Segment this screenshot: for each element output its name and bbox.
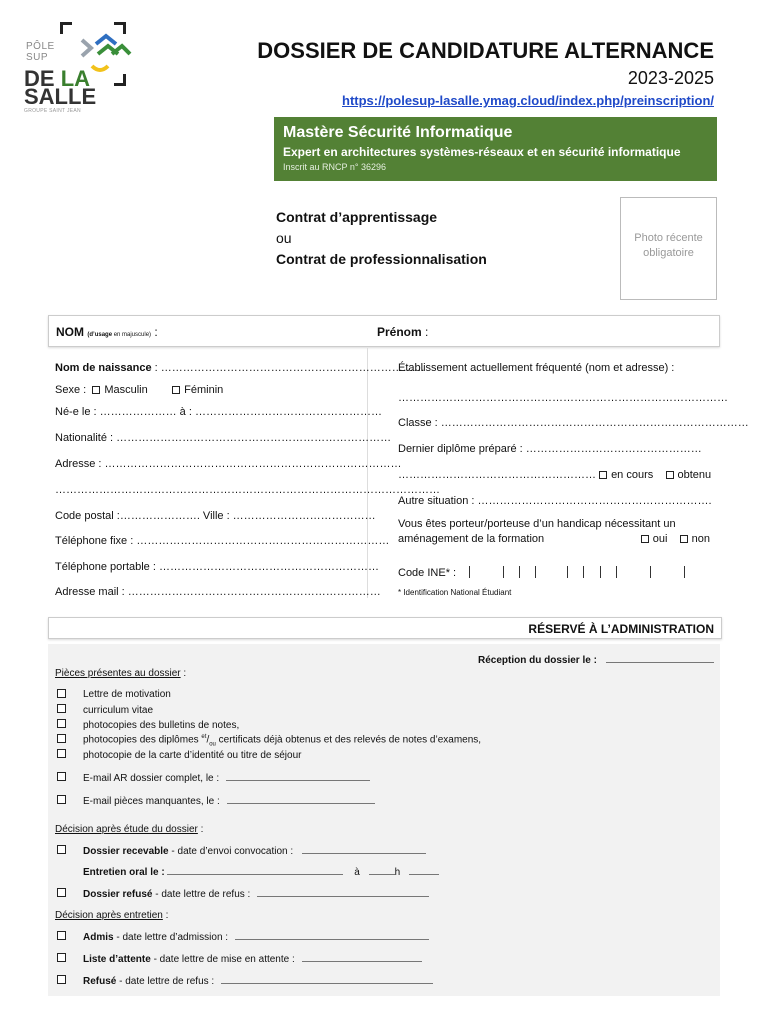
etablissement-field[interactable]: ……………………………………………………………………………… bbox=[398, 392, 728, 404]
etablissement-label: Établissement actuellement fréquenté (nom et adresse) : bbox=[398, 362, 675, 374]
pieces-title-text: Pièces présentes au dossier bbox=[55, 668, 181, 679]
decision1-title-colon: : bbox=[197, 824, 204, 835]
ine-separator bbox=[469, 566, 470, 578]
logo-text-salle: SALLE bbox=[24, 84, 97, 109]
attente-checkbox[interactable] bbox=[57, 953, 66, 962]
ine-separator bbox=[519, 566, 520, 578]
email-missing-label: E-mail pièces manquantes, le : bbox=[83, 796, 220, 807]
entretien-label: Entretien oral le : bbox=[83, 867, 165, 878]
photo-placeholder[interactable] bbox=[620, 197, 717, 300]
nom-colon: : bbox=[151, 325, 158, 339]
program-name: Mastère Sécurité Informatique bbox=[283, 124, 513, 141]
refuse-checkbox[interactable] bbox=[57, 888, 66, 897]
ine-separator bbox=[535, 566, 536, 578]
admis-checkbox[interactable] bbox=[57, 931, 66, 940]
reception-line bbox=[606, 655, 714, 663]
admin-section-title: RÉSERVÉ À L’ADMINISTRATION bbox=[528, 622, 714, 636]
name-row bbox=[48, 315, 720, 347]
ine-separator bbox=[567, 566, 568, 578]
page-title: DOSSIER DE CANDIDATURE ALTERNANCE bbox=[257, 38, 714, 63]
non-label: non bbox=[691, 533, 710, 545]
ine-label: Code INE* : bbox=[398, 567, 457, 579]
decision1-title bbox=[55, 824, 203, 835]
entretien-min-line bbox=[409, 867, 439, 875]
logo-text-pole: PÔLE bbox=[26, 41, 55, 52]
program-rncp: Inscrit au RNCP n° 36296 bbox=[283, 162, 386, 172]
admin-section-header bbox=[48, 617, 722, 639]
refus2-bold: Refusé bbox=[83, 976, 117, 987]
piece4-part-c: certificats déjà obtenus et des relevés de notes d’examens, bbox=[215, 734, 482, 746]
piece-label-1: Lettre de motivation bbox=[83, 689, 171, 700]
logo-text-sup: SUP bbox=[26, 52, 49, 63]
refuse-line bbox=[257, 889, 429, 897]
feminin-label: Féminin bbox=[184, 384, 224, 396]
school-info-column bbox=[392, 348, 749, 598]
prenom-colon: : bbox=[421, 325, 429, 339]
decision1-title-text: Décision après étude du dossier bbox=[55, 824, 198, 835]
piece-checkbox-1[interactable] bbox=[57, 689, 66, 698]
reception-label: Réception du dossier le : bbox=[478, 655, 597, 666]
mobile-field[interactable]: Téléphone portable : …………………………………………………… bbox=[55, 561, 379, 573]
email-ar-label: E-mail AR dossier complet, le : bbox=[83, 773, 220, 784]
logo-text-de: DE bbox=[24, 66, 61, 91]
piece-checkbox-5[interactable] bbox=[57, 749, 66, 758]
logo-text-la: LA bbox=[60, 66, 91, 91]
ine-separator bbox=[650, 566, 651, 578]
feminin-checkbox[interactable] bbox=[172, 386, 180, 394]
contract-option-apprentissage: Contrat d’apprentissage bbox=[276, 209, 438, 225]
nom-field[interactable] bbox=[56, 325, 158, 339]
recevable-line bbox=[302, 846, 426, 854]
admis-rest: - date lettre d’admission : bbox=[113, 932, 229, 943]
refus2-field[interactable] bbox=[83, 976, 433, 987]
piece-checkbox-4[interactable] bbox=[57, 734, 66, 743]
ine-footnote: * Identification National Étudiant bbox=[398, 588, 512, 597]
handicap-label: Vous êtes porteur/porteuse d’un handicap nécessitant un aménagement de la formation bbox=[398, 518, 676, 545]
decision2-title bbox=[55, 910, 168, 921]
ine-separator bbox=[616, 566, 617, 578]
attente-rest: - date lettre de mise en attente : bbox=[150, 954, 295, 965]
address-field[interactable]: Adresse : ……………………………………………………………………… bbox=[55, 458, 402, 470]
contract-type bbox=[276, 207, 487, 270]
oui-checkbox[interactable] bbox=[641, 535, 649, 543]
refuse-rest: - date lettre de refus : bbox=[152, 889, 251, 900]
piece-checkbox-2[interactable] bbox=[57, 704, 66, 713]
birth-name-field[interactable] bbox=[55, 362, 425, 374]
decision2-title-text: Décision après entretien bbox=[55, 910, 163, 921]
piece4-part-a: photocopies des diplômes bbox=[83, 734, 202, 746]
diploma-status-field bbox=[398, 469, 711, 481]
postal-city-field[interactable]: Code postal :…………………. Ville : ………………………………… bbox=[55, 510, 376, 522]
entretien-date-line bbox=[167, 867, 343, 875]
email-missing-checkbox[interactable] bbox=[57, 795, 66, 804]
photo-label-1: Photo récente bbox=[634, 232, 703, 244]
en-cours-label: en cours bbox=[611, 469, 654, 481]
nom-hint-c: en majuscule) bbox=[112, 332, 152, 338]
logo-tagline: GROUPE SAINT JEAN bbox=[24, 108, 81, 114]
ine-separator bbox=[503, 566, 504, 578]
entretien-h: h bbox=[394, 867, 401, 878]
photo-label-2: obligatoire bbox=[643, 247, 694, 259]
pieces-title-colon: : bbox=[180, 668, 187, 679]
nationality-field[interactable]: Nationalité : ………………………………………………………………… bbox=[55, 432, 392, 444]
non-checkbox[interactable] bbox=[680, 535, 688, 543]
prenom-field[interactable] bbox=[377, 325, 428, 339]
other-situation-field[interactable]: Autre situation : ………………………………………………………. bbox=[398, 495, 712, 507]
ine-separator bbox=[583, 566, 584, 578]
nom-hint bbox=[87, 332, 151, 338]
refus2-rest: - date lettre de refus : bbox=[116, 976, 215, 987]
handicap-question bbox=[398, 517, 714, 547]
classe-field[interactable]: Classe : ………………………………………………………………………… bbox=[398, 417, 749, 429]
preinscription-link[interactable]: https://polesup-lasalle.ymag.cloud/index.php/preinscription/ bbox=[342, 93, 714, 108]
refuse-field[interactable] bbox=[83, 889, 429, 900]
admis-line bbox=[235, 932, 429, 940]
obtenu-label: obtenu bbox=[677, 469, 712, 481]
logo-corner-mark bbox=[60, 22, 72, 34]
school-year: 2023-2025 bbox=[627, 68, 714, 88]
masculin-checkbox[interactable] bbox=[92, 386, 100, 394]
prenom-label: Prénom bbox=[377, 325, 422, 339]
refuse-bold: Dossier refusé bbox=[83, 889, 153, 900]
recevable-checkbox[interactable] bbox=[57, 845, 66, 854]
diploma-field[interactable]: Dernier diplôme préparé : ………………………………………… bbox=[398, 443, 702, 455]
recevable-bold: Dossier recevable bbox=[83, 846, 169, 857]
birth-name-label: Nom de naissance bbox=[55, 362, 152, 374]
recevable-field[interactable] bbox=[83, 846, 426, 857]
email-field[interactable]: Adresse mail : …………………………………………………………… bbox=[55, 586, 381, 598]
entretien-hour-line bbox=[369, 867, 395, 875]
piece-checkbox-3[interactable] bbox=[57, 719, 66, 728]
pieces-title bbox=[55, 668, 186, 679]
contract-option-professionnalisation: Contrat de professionnalisation bbox=[276, 251, 487, 267]
address-line2-field[interactable]: …………………………………………………………………………………………… bbox=[55, 484, 440, 496]
recevable-rest: - date d’envoi convocation : bbox=[168, 846, 294, 857]
piece4-slash: / bbox=[206, 734, 210, 746]
handicap-options bbox=[641, 532, 710, 547]
ine-field[interactable] bbox=[398, 566, 685, 579]
reception-date-field[interactable] bbox=[478, 655, 714, 666]
birth-name-dots: : ……………………………………………………………… bbox=[151, 362, 425, 374]
nom-hint-a: (d’ bbox=[87, 332, 95, 338]
nom-label: NOM bbox=[56, 325, 84, 339]
attente-bold: Liste d’attente bbox=[83, 954, 151, 965]
piece-label-5: photocopie de la carte d’identité ou titre de séjour bbox=[83, 750, 302, 761]
program-subtitle: Expert en architectures systèmes-réseaux et en sécurité informatique bbox=[283, 145, 681, 159]
piece4-sup: et bbox=[201, 734, 207, 740]
attente-field[interactable] bbox=[83, 954, 422, 965]
entretien-a: à bbox=[354, 867, 360, 878]
email-ar-line bbox=[226, 773, 370, 781]
refus2-checkbox[interactable] bbox=[57, 975, 66, 984]
oui-label: oui bbox=[652, 533, 668, 545]
admin-section bbox=[48, 644, 720, 996]
decision2-title-colon: : bbox=[162, 910, 169, 921]
piece-label-3: photocopies des bulletins de notes, bbox=[83, 720, 240, 731]
nom-hint-b: usage bbox=[94, 332, 113, 338]
program-banner bbox=[274, 117, 717, 181]
email-ar-checkbox[interactable] bbox=[57, 772, 66, 781]
attente-line bbox=[302, 954, 422, 962]
logo-corner-mark bbox=[114, 74, 126, 86]
sexe-field bbox=[55, 384, 223, 396]
ine-separator bbox=[684, 566, 685, 578]
admis-bold: Admis bbox=[83, 932, 114, 943]
masculin-label: Masculin bbox=[104, 384, 148, 396]
piece4-sub: ou bbox=[209, 741, 216, 748]
admis-field[interactable] bbox=[83, 932, 429, 943]
ine-separator bbox=[600, 566, 601, 578]
entretien-field[interactable] bbox=[83, 867, 439, 878]
piece-label-4 bbox=[83, 734, 481, 747]
email-missing-field[interactable] bbox=[83, 796, 375, 807]
diploma-dots[interactable]: ……………………………………………… bbox=[398, 469, 596, 481]
refus2-line bbox=[221, 976, 433, 984]
sexe-label: Sexe : bbox=[55, 384, 87, 396]
en-cours-checkbox[interactable] bbox=[599, 471, 607, 479]
logo bbox=[22, 20, 134, 118]
phone-field[interactable]: Téléphone fixe : …………………………………………………………… bbox=[55, 535, 390, 547]
email-missing-line bbox=[227, 796, 375, 804]
email-ar-field[interactable] bbox=[83, 773, 370, 784]
contract-or: ou bbox=[276, 230, 292, 246]
birth-date-place-field[interactable]: Né-e le : ………………… à : …………………………………………… bbox=[55, 406, 382, 418]
obtenu-checkbox[interactable] bbox=[666, 471, 674, 479]
piece-label-2: curriculum vitae bbox=[83, 705, 154, 716]
